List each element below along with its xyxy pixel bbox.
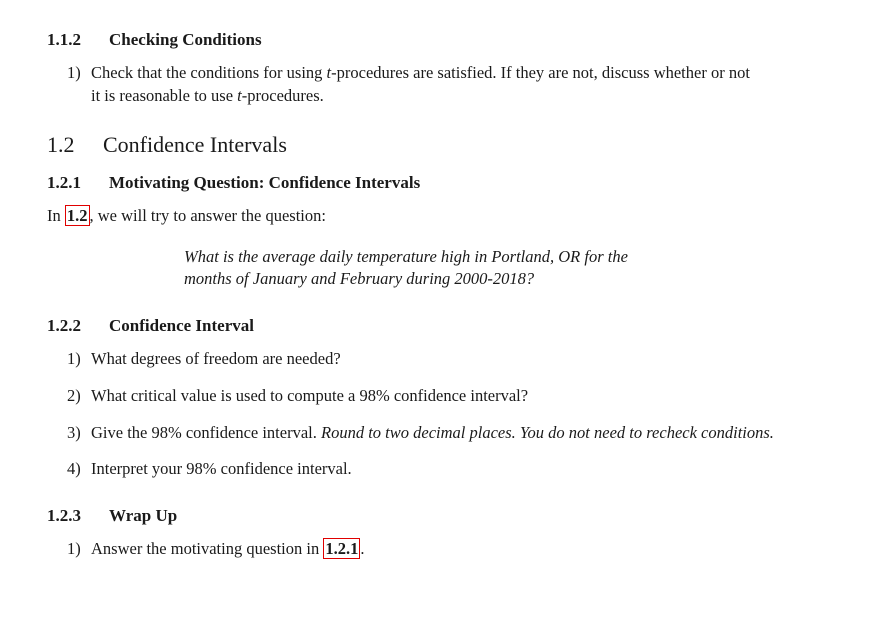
section-number: 1.2.3 — [47, 506, 81, 525]
section-number: 1.1.2 — [47, 30, 81, 49]
section-title: Motivating Question: Confidence Intervals — [109, 173, 421, 192]
section-number: 1.2.2 — [47, 316, 81, 335]
section-heading-1-2-1 — [47, 173, 420, 193]
item-text: -procedures are satisfied. If they are not, discuss whether or not — [331, 63, 750, 82]
math-t: t — [326, 63, 332, 82]
section-heading-1-1-2 — [47, 30, 262, 50]
section-title: Confidence Interval — [109, 316, 254, 335]
section-title: Checking Conditions — [109, 30, 262, 49]
section-heading-1-2-3 — [47, 506, 177, 526]
item-number: 3) — [67, 423, 81, 442]
intro-text: , we will try to answer the question: — [89, 206, 326, 225]
item-number: 2) — [67, 386, 81, 405]
motivating-question-line-1: What is the average daily temperature high in Portland, OR for the — [184, 247, 628, 266]
section-title: Confidence Intervals — [103, 132, 287, 157]
item-text: Check that the conditions for using — [91, 63, 327, 82]
list-item — [67, 62, 750, 84]
section-number: 1.2 — [47, 132, 75, 157]
item-text: . — [360, 539, 365, 558]
list-item — [67, 385, 528, 407]
item-text: Give the 98% confidence interval. — [91, 423, 321, 442]
intro-paragraph — [47, 205, 326, 227]
cross-reference-link[interactable]: 1.2 — [66, 206, 88, 225]
intro-text: In — [47, 206, 65, 225]
list-item — [67, 348, 341, 370]
section-heading-1-2 — [47, 132, 287, 158]
list-item-continuation — [91, 85, 324, 107]
math-t: t — [237, 86, 242, 105]
item-instruction: Round to two decimal places. You do not need to recheck conditions. — [321, 423, 774, 442]
section-heading-1-2-2 — [47, 316, 254, 336]
list-item — [67, 458, 352, 480]
list-item — [67, 538, 364, 560]
section-title: Wrap Up — [109, 506, 178, 525]
item-number: 1) — [67, 63, 81, 82]
section-number: 1.2.1 — [47, 173, 81, 192]
item-text: it is reasonable to use — [91, 86, 238, 105]
item-number: 1) — [67, 539, 81, 558]
item-text: What degrees of freedom are needed? — [91, 349, 341, 368]
item-text: Answer the motivating question in — [91, 539, 324, 558]
item-number: 1) — [67, 349, 81, 368]
list-item — [67, 422, 774, 444]
cross-reference-link[interactable]: 1.2.1 — [325, 539, 359, 558]
item-text: Interpret your 98% confidence interval. — [91, 459, 352, 478]
item-text: -procedures. — [241, 86, 324, 105]
item-number: 4) — [67, 459, 81, 478]
motivating-question-line-2: months of January and February during 2000-2018? — [184, 269, 535, 288]
item-text: What critical value is used to compute a 98% confidence interval? — [91, 386, 529, 405]
